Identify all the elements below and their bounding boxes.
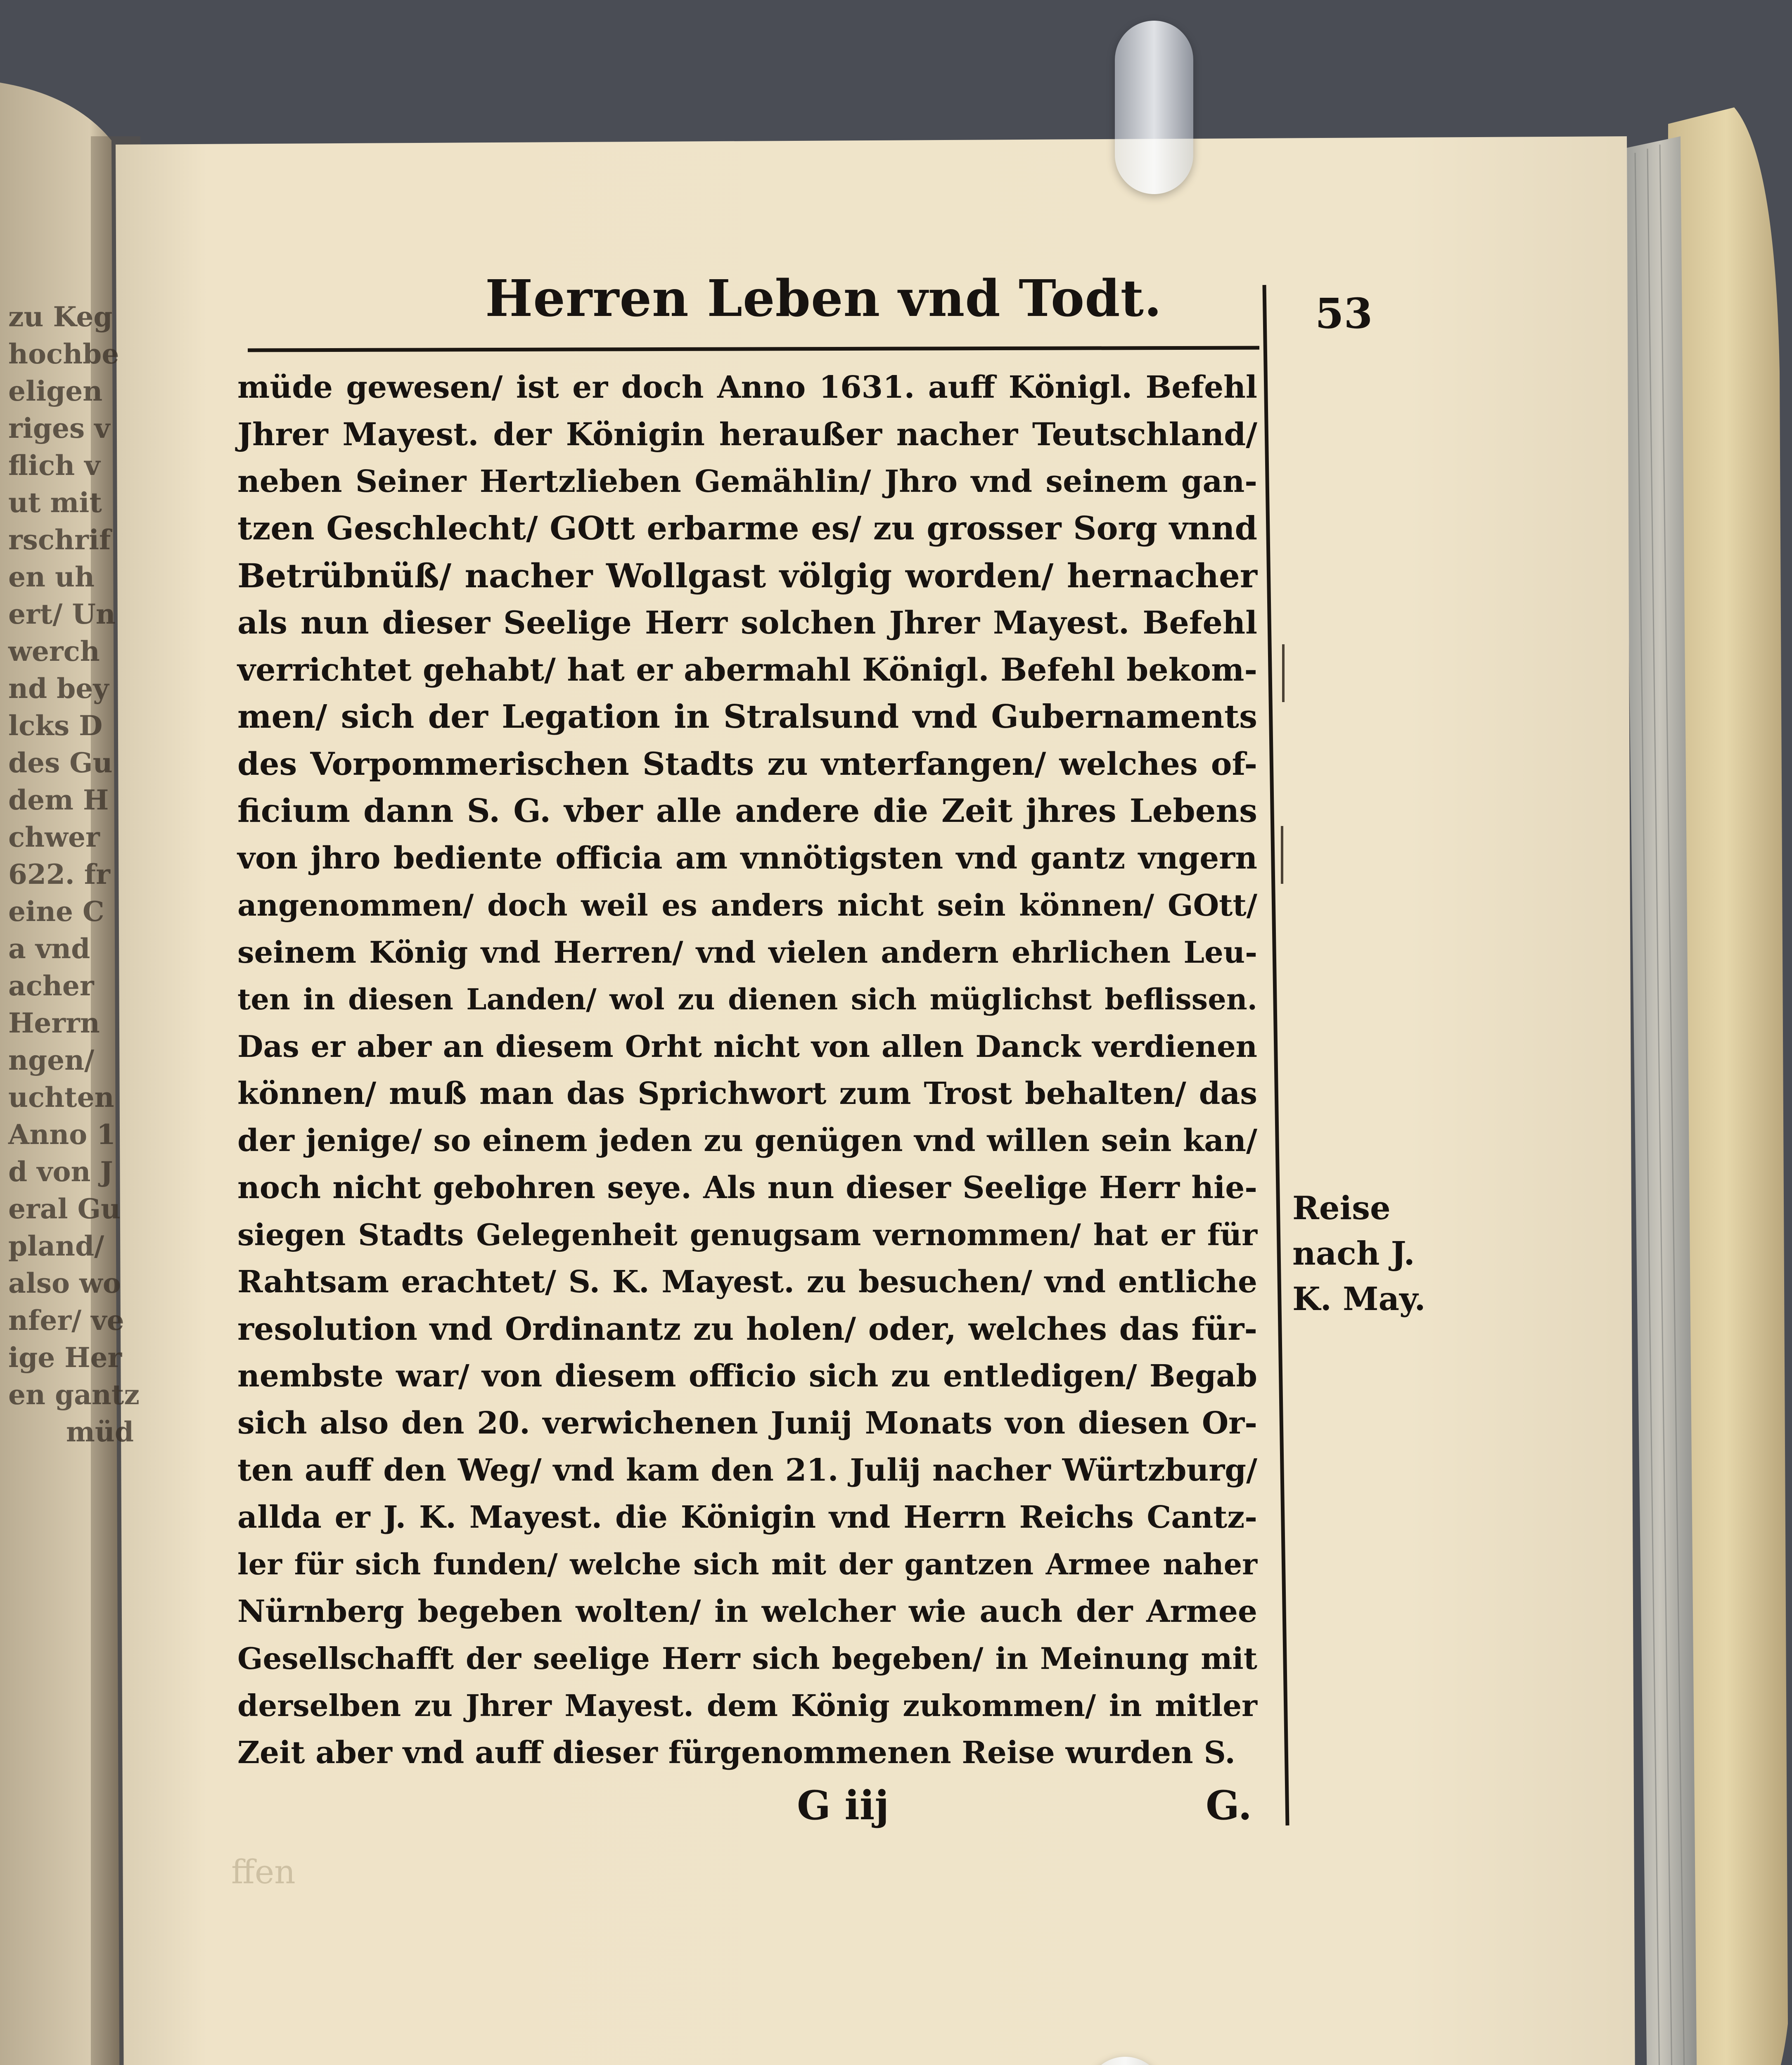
svg-text:ige Her: ige Her [8,1341,122,1374]
text-line: können/ muß man das Sprichwort zum Trost behalten/ das [237,1076,1257,1111]
svg-text:Anno 1: Anno 1 [8,1118,116,1151]
svg-text:rschrif: rschrif [8,524,111,556]
text-line: als nun dieser Seelige Herr solchen Jhrer Mayest. Befehl [237,604,1257,641]
text-line: Rahtsam erachtet/ S. K. Mayest. zu besuchen/ vnd entliche [237,1264,1257,1300]
signature-mark: G iij [797,1782,889,1829]
svg-text:ngen/: ngen/ [8,1044,95,1076]
page-number: 53 [1315,289,1373,338]
svg-text:eral Gu: eral Gu [8,1193,121,1225]
text-line: Das er aber an diesem Orht nicht von allen Danck verdienen [237,1029,1257,1064]
svg-text:nfer/ ve: nfer/ ve [8,1304,124,1336]
svg-text:a vnd: a vnd [8,933,90,965]
text-line: nembste war/ von diesem officio sich zu entledigen/ Begab [237,1358,1257,1394]
svg-text:ut mit: ut mit [8,487,102,519]
svg-text:acher: acher [8,970,94,1002]
svg-text:en gantz: en gantz [8,1379,140,1411]
text-line: ten auff den Weg/ vnd kam den 21. Julij nacher Würtzburg/ [237,1453,1257,1488]
text-line: seinem König vnd Herren/ vnd vielen andern ehrlichen Leu- [237,935,1257,970]
text-line: des Vorpommerischen Stadts zu vnterfangen/ welches of- [237,745,1257,782]
catchword: G. [1206,1782,1252,1829]
text-line: müde gewesen/ ist er doch Anno 1631. auff Königl. Befehl [237,370,1257,405]
book-clip-top [1115,21,1193,194]
svg-text:riges v: riges v [8,412,110,444]
svg-text:Herrn: Herrn [8,1007,100,1039]
text-line: sich also den 20. verwichenen Junij Monats von diesen Or- [237,1405,1257,1441]
text-line: angenommen/ doch weil es anders nicht sein können/ GOtt/ [237,888,1257,923]
svg-text:hochbe: hochbe [8,338,119,370]
text-line: Nürnberg begeben wolten/ in welcher wie auch der Armee [237,1594,1257,1629]
text-line: tzen Geschlecht/ GOtt erbarme es/ zu grosser Sorg vnnd [237,510,1257,547]
svg-text:622. fr: 622. fr [8,858,110,890]
text-line: allda er J. K. Mayest. die Königin vnd Herrn Reichs Cantz- [237,1500,1257,1535]
text-line: neben Seiner Hertzlieben Gemählin/ Jhro vnd seinem gan- [237,464,1257,499]
text-line: derselben zu Jhrer Mayest. dem König zukommen/ in mitler [237,1688,1257,1723]
text-line: ler für sich funden/ welche sich mit der gantzen Armee naher [237,1547,1257,1581]
text-line: ficium dann S. G. vber alle andere die Zeit jhres Lebens [237,792,1257,830]
text-line: Gesellschafft der seelige Herr sich begeben/ in Meinung mit [237,1641,1257,1676]
svg-text:chwer: chwer [8,821,100,853]
text-line: Jhrer Mayest. der Königin heraußer nacher Teutschland/ [237,416,1257,453]
text-line: der jenige/ so einem jeden zu genügen vnd willen sein kan/ [237,1123,1257,1158]
text-line: Betrübnüß/ nacher Wollgast völgig worden/ hernacher [237,556,1257,595]
svg-text:uchten: uchten [8,1081,114,1113]
svg-text:zu Keg: zu Keg [8,301,113,333]
svg-text:ert/ Un: ert/ Un [8,598,116,630]
svg-text:flich v: flich v [8,449,100,482]
svg-text:ffen: ffen [231,1853,296,1891]
svg-text:dem H: dem H [8,784,109,816]
running-head: Herren Leben vnd Todt. [485,268,1162,328]
svg-text:lcks D: lcks D [8,710,103,742]
svg-text:werch: werch [8,635,100,667]
svg-text:d von J: d von J [8,1156,113,1188]
text-line: noch nicht gebohren seye. Als nun dieser Seelige Herr hie- [237,1170,1257,1206]
marginal-note-line: Reise [1292,1189,1391,1227]
svg-text:also wo: also wo [8,1267,121,1299]
text-line: von jhro bediente officia am vnnötigsten vnd gantz vngern [237,840,1257,876]
marginal-note-line: nach J. [1292,1235,1415,1272]
text-line: ten in diesen Landen/ wol zu dienen sich müglichst beflissen. [237,982,1257,1016]
svg-text:eine C: eine C [8,895,104,928]
text-line: men/ sich der Legation in Stralsund vnd Gubernaments [237,698,1257,736]
svg-text:nd bey: nd bey [8,672,109,705]
text-line: siegen Stadts Gelegenheit genugsam vernommen/ hat er für [237,1217,1257,1252]
svg-text:müd: müd [66,1416,134,1448]
text-line: verrichtet gehabt/ hat er abermahl Königl. Befehl bekom- [237,651,1257,688]
svg-text:en uh: en uh [8,561,95,593]
svg-text:pland/: pland/ [8,1230,104,1262]
svg-text:des Gu: des Gu [8,747,113,779]
svg-text:eligen: eligen [8,375,103,407]
marginal-note-line: K. May. [1292,1280,1426,1318]
text-line: resolution vnd Ordinantz zu holen/ oder, welches das für- [237,1310,1257,1347]
text-line: Zeit aber vnd auff dieser fürgenommenen Reise wurden S. [237,1735,1236,1771]
